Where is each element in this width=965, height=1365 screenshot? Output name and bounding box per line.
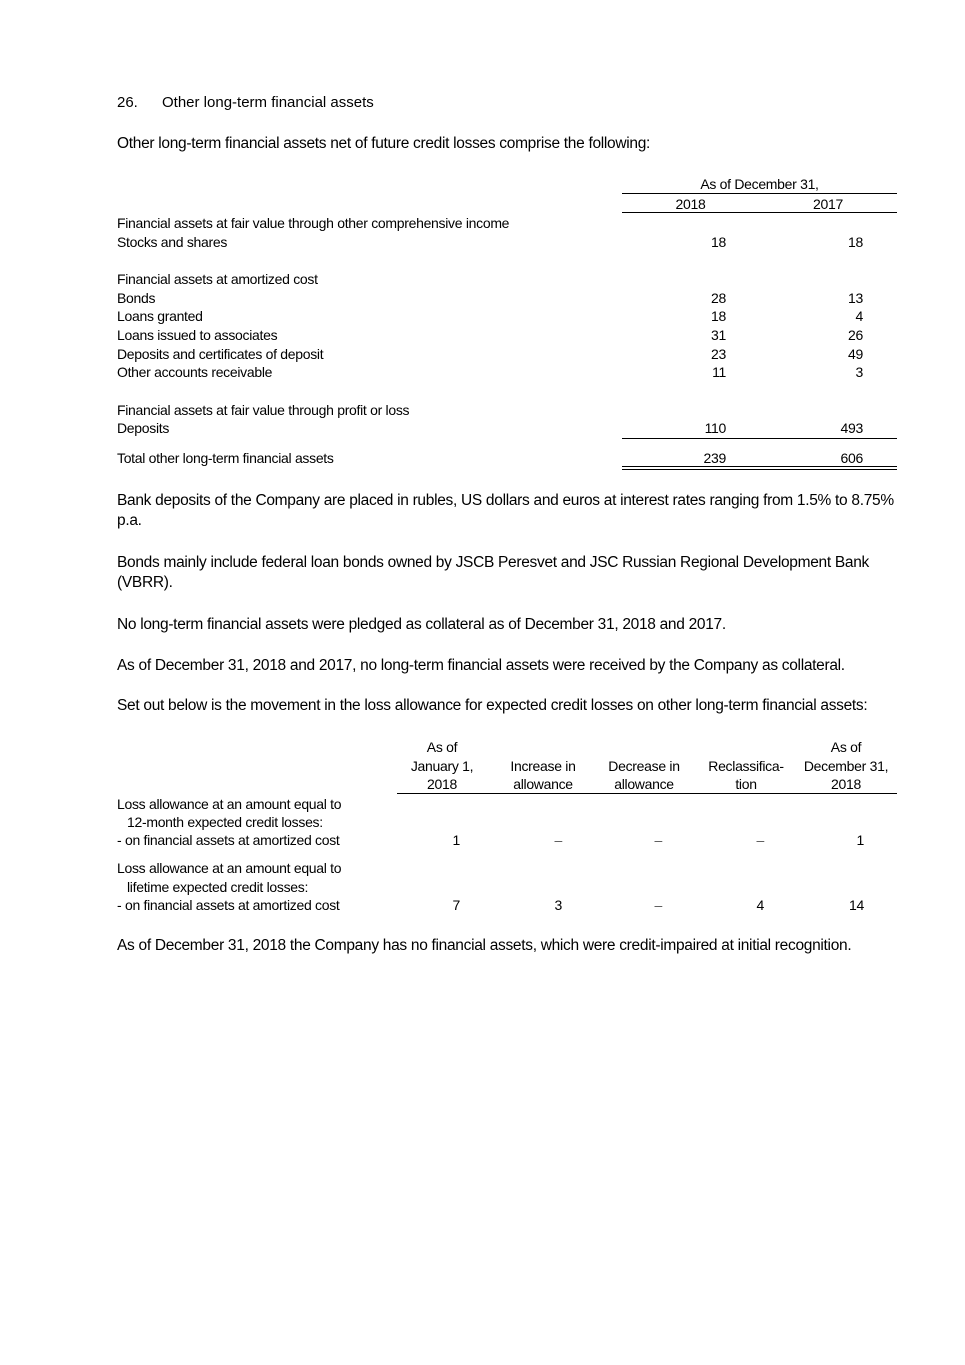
paragraph-credit-impaired: As of December 31, 2018 the Company has no financial assets, which were credit-impaired at initial recognition. bbox=[117, 937, 852, 954]
row2-value-decrease: – bbox=[654, 897, 662, 913]
table1-header-group: As of December 31, bbox=[700, 176, 819, 192]
row-label: Deposits bbox=[117, 420, 170, 436]
paragraph-bank-deposits: Bank deposits of the Company are placed in rubles, US dollars and euros at interest rates ranging from 1.5% to 8.75% p.a. bbox=[117, 492, 894, 529]
row-value-2017: 49 bbox=[848, 346, 863, 362]
total-value-2018: 239 bbox=[703, 450, 726, 466]
row-value-2018: 11 bbox=[712, 364, 726, 380]
row-value-2018: 28 bbox=[711, 290, 726, 306]
section-number: 26. bbox=[117, 94, 138, 111]
row-label: Loans granted bbox=[117, 308, 203, 324]
row-label: Deposits and certificates of deposit bbox=[117, 346, 324, 362]
row-value-2018: 18 bbox=[711, 234, 726, 250]
col5-header-l1: As of bbox=[830, 739, 862, 755]
row1-label-l2: 12-month expected credit losses: bbox=[127, 814, 323, 830]
row-label: Loans issued to associates bbox=[117, 327, 278, 343]
subtotal-rule bbox=[622, 438, 897, 439]
group-heading-amortized-cost: Financial assets at amortized cost bbox=[117, 271, 318, 287]
row-label: Other accounts receivable bbox=[117, 364, 273, 380]
col4-header-l2: Reclassifica- bbox=[708, 758, 784, 774]
row-value-2017: 13 bbox=[848, 290, 863, 306]
intro-text: Other long-term financial assets net of future credit losses comprise the following: bbox=[117, 135, 651, 152]
table1-header-rule bbox=[622, 193, 897, 194]
group-heading-fvtpl: Financial assets at fair value through profit or loss bbox=[117, 402, 410, 418]
col5-header-l2: December 31, bbox=[803, 758, 889, 774]
row2-label-l2: lifetime expected credit losses: bbox=[127, 879, 309, 895]
col1-header-l3: 2018 bbox=[427, 776, 457, 792]
row2-value-opening: 7 bbox=[452, 897, 460, 913]
row-value-2017: 3 bbox=[855, 364, 863, 380]
row2-value-closing: 14 bbox=[849, 897, 864, 913]
group-heading-fvoci: Financial assets at fair value through other comprehensive income bbox=[117, 215, 510, 231]
row2-label-l1: Loss allowance at an amount equal to bbox=[117, 860, 342, 876]
row2-label-l3: - on financial assets at amortized cost bbox=[117, 897, 340, 913]
row-value-2017: 4 bbox=[855, 308, 863, 324]
col4-header-l3: tion bbox=[735, 776, 757, 792]
paragraph-bonds: Bonds mainly include federal loan bonds owned by JSCB Peresvet and JSC Russian Regional Development Bank (VBRR). bbox=[117, 554, 869, 591]
col3-header-l2: Decrease in bbox=[608, 758, 680, 774]
row2-value-increase: 3 bbox=[554, 897, 562, 913]
paragraph-collateral: As of December 31, 2018 and 2017, no long-term financial assets were received by the Company as collateral. bbox=[117, 657, 845, 674]
col1-header-l2: January 1, bbox=[410, 758, 474, 774]
col1-header-l1: As of bbox=[426, 739, 458, 755]
total-double-rule-1 bbox=[622, 466, 897, 467]
row1-value-decrease: – bbox=[654, 832, 662, 848]
row-value-2017: 18 bbox=[848, 234, 863, 250]
col5-header-l3: 2018 bbox=[831, 776, 861, 792]
section-title: Other long-term financial assets bbox=[162, 94, 374, 111]
row-value-2018: 31 bbox=[711, 327, 726, 343]
col2-header-l2: Increase in bbox=[510, 758, 576, 774]
table1-header-bottom-rule bbox=[622, 212, 897, 213]
row2-value-reclass: 4 bbox=[756, 897, 764, 913]
row-value-2018: 23 bbox=[711, 346, 726, 362]
row-value-2018: 110 bbox=[704, 420, 726, 436]
row1-label-l3: - on financial assets at amortized cost bbox=[117, 832, 340, 848]
total-value-2017: 606 bbox=[840, 450, 863, 466]
table2-header-rule bbox=[397, 793, 897, 794]
row-value-2017: 26 bbox=[848, 327, 863, 343]
total-label: Total other long-term financial assets bbox=[117, 450, 334, 466]
row1-label-l1: Loss allowance at an amount equal to bbox=[117, 796, 342, 812]
col3-header-l3: allowance bbox=[614, 776, 674, 792]
row-label: Bonds bbox=[117, 290, 156, 306]
paragraph-loss-allowance-intro: Set out below is the movement in the loss allowance for expected credit losses on other long-term financial assets: bbox=[117, 697, 868, 714]
table1-col-2018: 2018 bbox=[675, 196, 706, 212]
row1-value-increase: – bbox=[554, 832, 562, 848]
col2-header-l3: allowance bbox=[513, 776, 573, 792]
row1-value-opening: 1 bbox=[452, 832, 460, 848]
row1-value-reclass: – bbox=[756, 832, 764, 848]
row-value-2017: 493 bbox=[840, 420, 863, 436]
row-label: Stocks and shares bbox=[117, 234, 228, 250]
table1-col-2017: 2017 bbox=[813, 196, 843, 212]
row1-value-closing: 1 bbox=[856, 832, 864, 848]
total-double-rule-2 bbox=[622, 469, 897, 470]
paragraph-pledged: No long-term financial assets were pledged as collateral as of December 31, 2018 and 2017. bbox=[117, 616, 726, 633]
row-value-2018: 18 bbox=[711, 308, 726, 324]
